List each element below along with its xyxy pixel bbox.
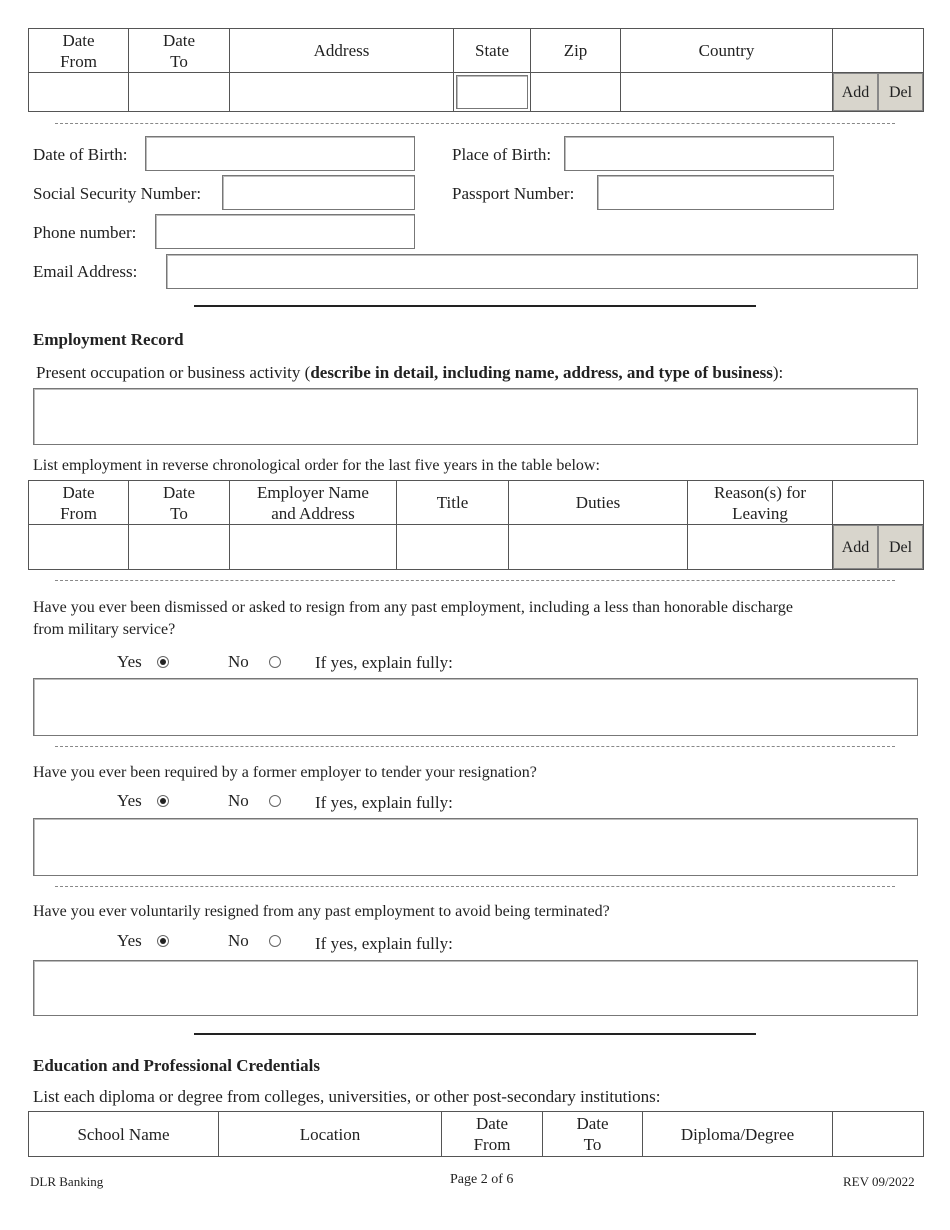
employment-table <box>28 480 924 570</box>
table-row <box>29 525 924 570</box>
phone-label: Phone number: <box>33 223 137 242</box>
explain-label: If yes, explain fully: <box>315 934 453 953</box>
date-from-input[interactable] <box>29 525 129 570</box>
explanation-textarea[interactable] <box>33 678 918 736</box>
header-duties: Duties <box>509 481 688 525</box>
divider <box>55 580 895 581</box>
date-to-input[interactable] <box>129 73 230 112</box>
explanation-textarea[interactable] <box>33 818 918 876</box>
no-radio[interactable] <box>269 656 281 668</box>
header-state: State <box>454 29 531 73</box>
header-address: Address <box>230 29 454 73</box>
yes-label: Yes <box>117 652 142 671</box>
question-1-text-cont: from military service? <box>33 621 176 638</box>
phone-field[interactable] <box>155 214 415 249</box>
footer-right: REV 09/2022 <box>843 1174 915 1189</box>
divider <box>55 886 895 887</box>
passport-field[interactable] <box>597 175 834 210</box>
header-school-name: School Name <box>29 1112 219 1157</box>
address-table <box>28 28 924 112</box>
footer-left: DLR Banking <box>30 1174 104 1189</box>
no-radio[interactable] <box>269 935 281 947</box>
state-input[interactable] <box>456 75 528 109</box>
state-cell <box>454 73 531 112</box>
employment-heading: Employment Record <box>33 330 184 349</box>
table-header-row <box>29 481 924 525</box>
header-diploma: Diploma/Degree <box>643 1112 833 1157</box>
duties-input[interactable] <box>509 525 688 570</box>
yes-radio[interactable] <box>157 795 169 807</box>
ssn-label: Social Security Number: <box>33 184 202 203</box>
pob-label: Place of Birth: <box>452 145 552 164</box>
explain-label: If yes, explain fully: <box>315 793 453 812</box>
employer-input[interactable] <box>230 525 397 570</box>
section-rule <box>194 305 756 307</box>
explain-label: If yes, explain fully: <box>315 653 453 672</box>
no-label: No <box>228 791 249 810</box>
address-input[interactable] <box>230 73 454 112</box>
no-label: No <box>228 931 249 950</box>
email-field[interactable] <box>166 254 918 289</box>
row-actions <box>833 525 924 570</box>
row-actions <box>833 73 924 112</box>
page-number: Page 2 of 6 <box>450 1172 514 1187</box>
table-header-row <box>29 1112 924 1157</box>
header-actions <box>833 1112 924 1157</box>
explanation-textarea[interactable] <box>33 960 918 1016</box>
no-label: No <box>228 652 249 671</box>
header-actions <box>833 29 924 73</box>
header-country: Country <box>621 29 833 73</box>
header-date-from: Date From <box>29 481 129 525</box>
divider <box>55 746 895 747</box>
yes-radio[interactable] <box>157 935 169 947</box>
yes-label: Yes <box>117 931 142 950</box>
header-date-to: Date To <box>543 1112 643 1157</box>
table-row <box>29 73 924 112</box>
question-3-text: Have you ever voluntarily resigned from any past employment to avoid being terminated? <box>33 903 610 920</box>
header-date-from: Date From <box>29 29 129 73</box>
passport-label: Passport Number: <box>452 184 575 203</box>
header-actions <box>833 481 924 525</box>
header-zip: Zip <box>531 29 621 73</box>
ssn-field[interactable] <box>222 175 415 210</box>
section-rule <box>194 1033 756 1035</box>
delete-row-button[interactable]: Del <box>878 73 923 111</box>
divider <box>55 123 895 124</box>
yes-label: Yes <box>117 791 142 810</box>
header-title: Title <box>397 481 509 525</box>
header-location: Location <box>219 1112 442 1157</box>
title-input[interactable] <box>397 525 509 570</box>
country-input[interactable] <box>621 73 833 112</box>
table-header-row <box>29 29 924 73</box>
question-1-text: Have you ever been dismissed or asked to resign from any past employment, including a less than honorable discharge <box>33 599 793 616</box>
education-heading: Education and Professional Credentials <box>33 1056 320 1075</box>
date-to-input[interactable] <box>129 525 230 570</box>
occupation-prompt: Present occupation or business activity (describe in detail, including name, address, and type of business): <box>36 363 784 382</box>
pob-field[interactable] <box>564 136 834 171</box>
no-radio[interactable] <box>269 795 281 807</box>
education-instruction: List each diploma or degree from colleges, universities, or other post-secondary institutions: <box>33 1087 661 1106</box>
reason-input[interactable] <box>688 525 833 570</box>
header-employer: Employer Name and Address <box>230 481 397 525</box>
question-2-text: Have you ever been required by a former employer to tender your resignation? <box>33 764 537 781</box>
email-label: Email Address: <box>33 262 138 281</box>
add-row-button[interactable]: Add <box>833 73 878 111</box>
employment-instruction: List employment in reverse chronological order for the last five years in the table below: <box>33 457 600 474</box>
header-reason: Reason(s) for Leaving <box>688 481 833 525</box>
occupation-textarea[interactable] <box>33 388 918 445</box>
yes-radio[interactable] <box>157 656 169 668</box>
date-from-input[interactable] <box>29 73 129 112</box>
add-row-button[interactable]: Add <box>833 525 878 569</box>
header-date-to: Date To <box>129 481 230 525</box>
education-table <box>28 1111 924 1157</box>
header-date-to: Date To <box>129 29 230 73</box>
zip-input[interactable] <box>531 73 621 112</box>
dob-label: Date of Birth: <box>33 145 128 164</box>
header-date-from: Date From <box>442 1112 543 1157</box>
dob-field[interactable] <box>145 136 415 171</box>
delete-row-button[interactable]: Del <box>878 525 923 569</box>
